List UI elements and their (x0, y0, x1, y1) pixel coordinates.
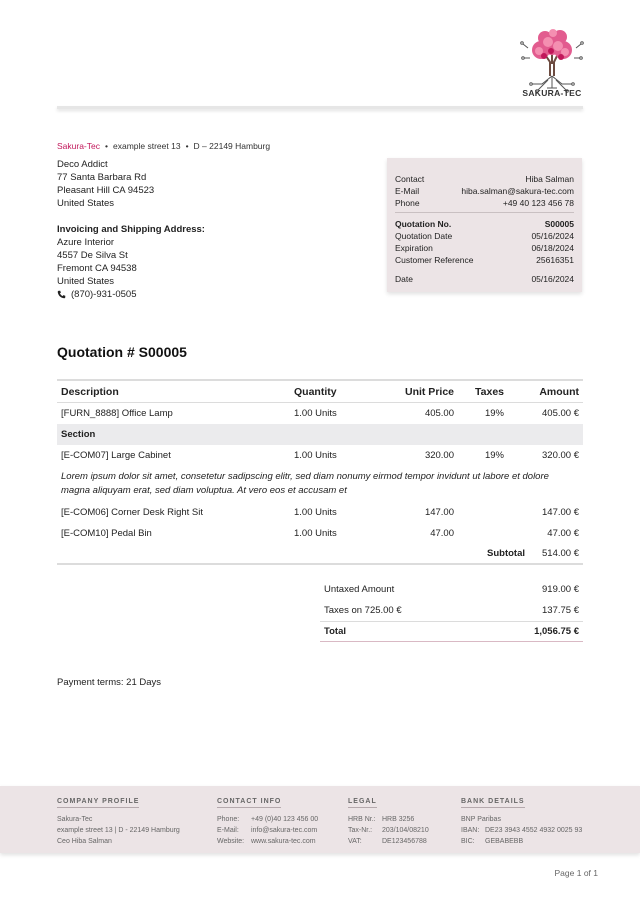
partner-street: 77 Santa Barbara Rd (57, 172, 147, 183)
info-quote-no-row: Quotation No. S00005 (395, 219, 574, 229)
info-phone-row: Phone +49 40 123 456 78 (395, 198, 574, 208)
subtotal-row (57, 544, 583, 565)
shipping-phone: (870)-931-0505 (71, 289, 137, 300)
subtotal-label: Subtotal (487, 548, 525, 559)
separator-dot: • (105, 141, 108, 151)
footer-contact-info: CONTACT INFO Phone: +49 (0)40 123 456 00 E-Mail: info@sakura-tec.com Website: www.sakura-tec.com (217, 798, 319, 845)
col-taxes: Taxes (475, 385, 504, 398)
table-row: [E-COM07] Large Cabinet 1.00 Units 320.00 19% 320.00 € (61, 450, 579, 461)
sender-street: example street 13 (112, 141, 181, 151)
subtotal-value: 514.00 € (542, 548, 579, 559)
quotation-info-box (387, 158, 582, 292)
partner-name: Deco Addict (57, 159, 108, 170)
table-row: [E-COM10] Pedal Bin 1.00 Units 47.00 47.00 € (61, 528, 579, 539)
total-row: Total 1,056.75 € (320, 621, 583, 642)
shipping-name: Azure Interior (57, 237, 115, 248)
info-divider (395, 212, 574, 213)
shipping-heading: Invoicing and Shipping Address: (57, 224, 205, 235)
table-row: [E-COM06] Corner Desk Right Sit 1.00 Units 147.00 147.00 € (61, 507, 579, 518)
sender-address-line (57, 141, 270, 151)
partner-city: Pleasant Hill CA 94523 (57, 185, 155, 196)
header-divider (57, 106, 583, 109)
shipping-city: Fremont CA 94538 (57, 263, 137, 274)
col-description: Description (61, 385, 119, 398)
untaxed-row: Untaxed Amount 919.00 € (324, 584, 579, 595)
info-date-row: Date 05/16/2024 (395, 274, 574, 284)
table-row: [FURN_8888] Office Lamp 1.00 Units 405.00 19% 405.00 € (61, 408, 579, 419)
note-row: Lorem ipsum dolor sit amet, consetetur sadipscing elitr, sed diam nonumy eirmod tempor invidunt ut labore et dolore magna aliquyam erat, sed diam voluptua. At vero eos et accusam et (61, 471, 549, 496)
separator-dot: • (185, 141, 189, 151)
phone-icon (57, 290, 66, 299)
section-row: Section (57, 424, 583, 445)
quotation-lines-table (57, 379, 583, 565)
info-email-row: E-Mail hiba.salman@sakura-tec.com (395, 186, 574, 196)
taxes-row: Taxes on 725.00 € 137.75 € (324, 605, 579, 616)
document-footer (0, 786, 640, 853)
customer-address (57, 158, 205, 301)
partner-country: United States (57, 198, 115, 209)
footer-bank-details: BANK DETAILS BNP Paribas IBAN: DE23 3943 4552 4932 0025 93 BIC: GEBABEBB (461, 798, 583, 845)
totals-block (320, 579, 583, 642)
col-quantity: Quantity (294, 385, 337, 398)
shipping-country: United States (57, 276, 115, 287)
payment-terms: Payment terms: 21 Days (57, 677, 162, 688)
footer-company-profile: COMPANY PROFILE Sakura-Tec example street 13 | D - 22149 Hamburg Ceo Hiba Salman (57, 798, 180, 845)
col-unit-price: Unit Price (404, 385, 454, 398)
sender-name: Sakura-Tec (57, 141, 100, 151)
table-header (57, 381, 583, 403)
shipping-street: 4557 De Silva St (57, 250, 128, 261)
company-logo-text: SAKURA-TEC (522, 88, 582, 98)
quotation-title: Quotation # S00005 (57, 344, 187, 360)
shipping-phone-line (57, 288, 205, 301)
info-expiration-row: Expiration 06/18/2024 (395, 243, 574, 253)
col-amount: Amount (539, 385, 579, 398)
sender-city: D – 22149 Hamburg (193, 141, 271, 151)
page-number: Page 1 of 1 (554, 868, 598, 878)
sakura-tree-logo (520, 18, 584, 98)
info-customer-ref-row: Customer Reference 25616351 (395, 255, 574, 265)
info-quote-date-row: Quotation Date 05/16/2024 (395, 231, 574, 241)
footer-legal: LEGAL HRB Nr.: HRB 3256 Tax-Nr.: 203/104/08210 VAT: DE123456788 (348, 798, 429, 845)
info-contact-row: Contact Hiba Salman (395, 174, 574, 184)
